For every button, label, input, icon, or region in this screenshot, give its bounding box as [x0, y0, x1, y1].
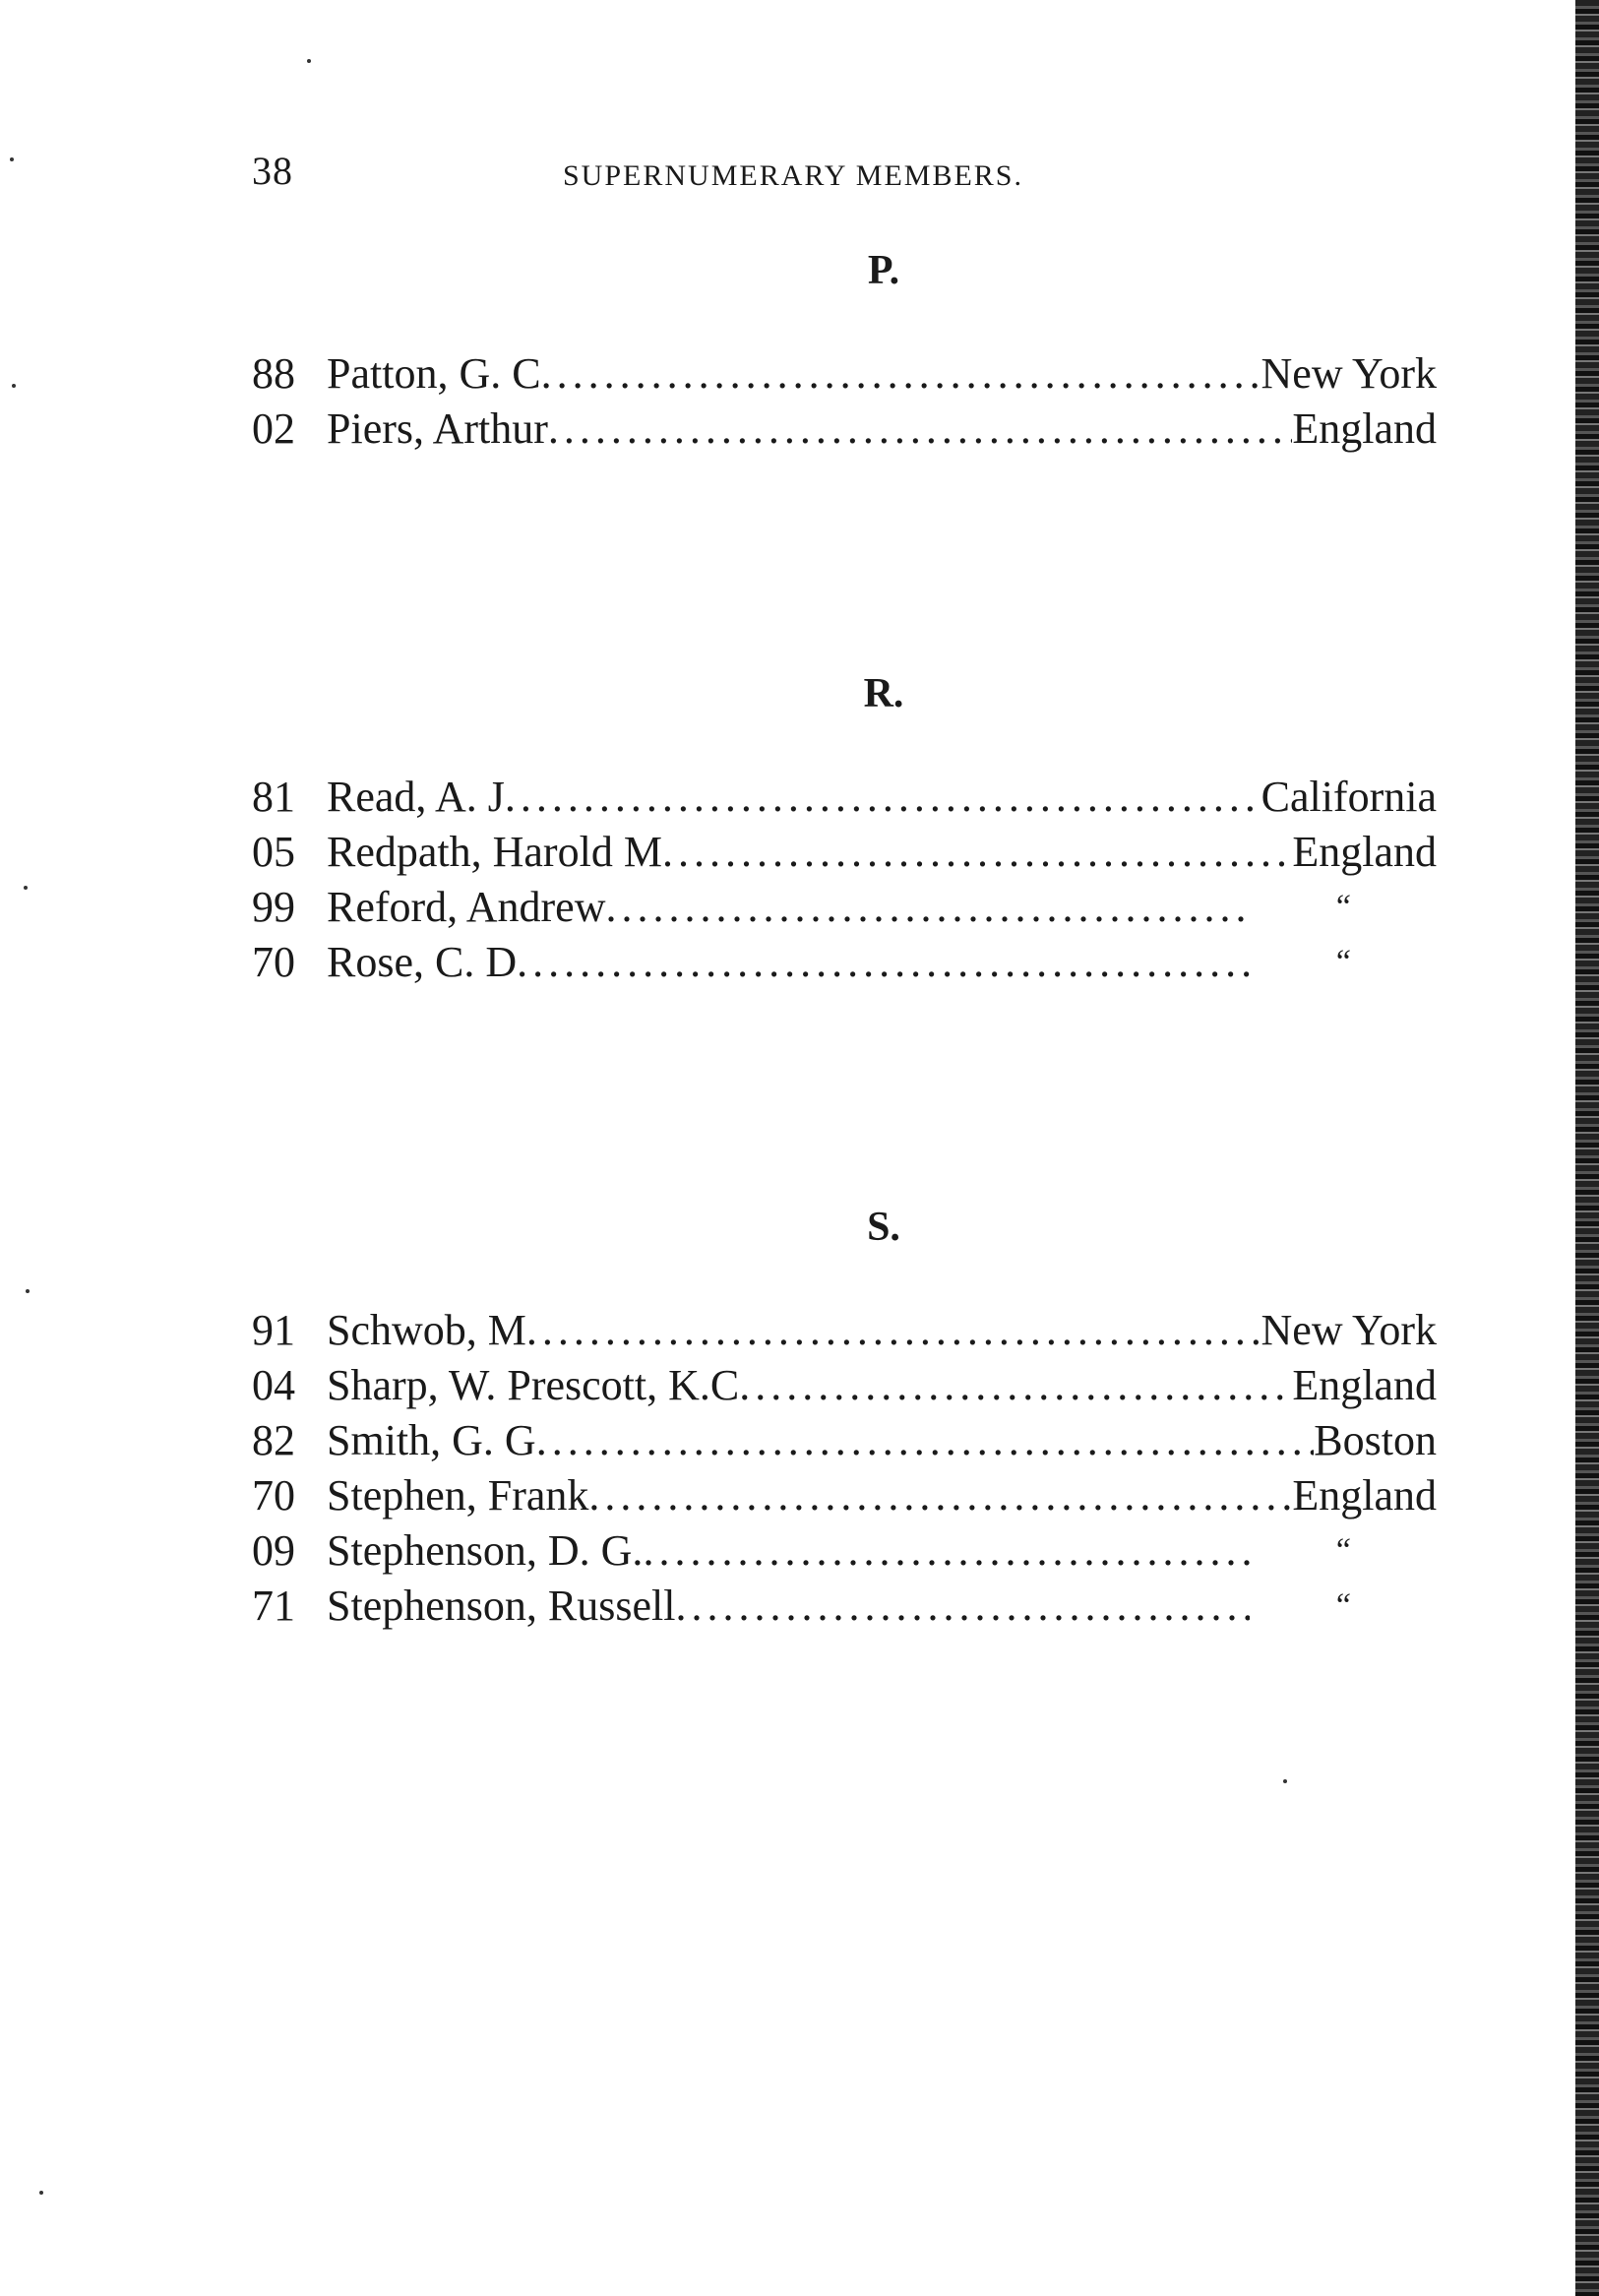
entry-name: Read, A. J: [327, 773, 505, 821]
entry-year: 05: [252, 828, 295, 876]
dot-leader: [662, 825, 1292, 880]
dot-leader: [606, 880, 1251, 935]
entry-place: New York: [1261, 349, 1437, 398]
dot-leader: [536, 1413, 1315, 1468]
dot-leader: [675, 1579, 1250, 1634]
entry-name: Smith, G. G: [327, 1416, 536, 1464]
running-head: SUPERNUMERARY MEMBERS.: [563, 159, 1023, 192]
list-item: [252, 935, 1437, 990]
entry-year: 70: [252, 938, 295, 986]
entry-year: 09: [252, 1526, 295, 1575]
list-item: [252, 346, 1437, 402]
dot-leader: [526, 1303, 1261, 1358]
entry-name: Redpath, Harold M: [327, 828, 662, 876]
list-item: [252, 1523, 1437, 1579]
entry-place: England: [1292, 1471, 1437, 1520]
section-s: [252, 1203, 1437, 1634]
ditto-mark: “: [1332, 944, 1352, 980]
page-binding-edge: [1575, 0, 1599, 2296]
section-heading: P.: [867, 248, 900, 293]
entry-name: Stephenson, Russell: [327, 1582, 676, 1630]
entry-year: 88: [252, 349, 295, 398]
section-p: [252, 246, 1437, 457]
list-item: [252, 1303, 1437, 1358]
dot-leader: [517, 935, 1250, 990]
list-item: [252, 1358, 1437, 1413]
entry-place: England: [1292, 828, 1437, 876]
dot-leader: [548, 402, 1292, 457]
entry-name: Stephenson, D. G.: [327, 1526, 644, 1575]
list-item: [252, 1413, 1437, 1468]
entry-place: Boston: [1314, 1416, 1437, 1464]
entry-name: Patton, G. C: [327, 349, 541, 398]
dot-leader: [588, 1468, 1292, 1523]
entry-place: England: [1292, 1361, 1437, 1409]
entry-name: Stephen, Frank: [327, 1471, 589, 1520]
page-header: [252, 148, 1437, 207]
entry-name: Piers, Arthur: [327, 404, 548, 453]
entry-name: Sharp, W. Prescott, K.C: [327, 1361, 740, 1409]
ditto-mark: “: [1332, 1587, 1352, 1624]
entry-name: Reford, Andrew: [327, 883, 606, 931]
list-item: [252, 825, 1437, 880]
entry-place: California: [1261, 773, 1437, 821]
section-heading: S.: [867, 1205, 900, 1250]
entry-year: 70: [252, 1471, 295, 1520]
dot-leader: [505, 770, 1261, 825]
entry-year: 04: [252, 1361, 295, 1409]
ditto-mark: “: [1332, 889, 1352, 925]
list-item: [252, 1579, 1437, 1634]
entry-place: New York: [1261, 1306, 1437, 1354]
list-item: [252, 770, 1437, 825]
section-heading: R.: [863, 671, 904, 716]
entry-name: Schwob, M: [327, 1306, 526, 1354]
entry-year: 82: [252, 1416, 295, 1464]
dot-leader: [739, 1358, 1292, 1413]
dot-leader: [643, 1523, 1250, 1579]
entry-year: 81: [252, 773, 295, 821]
section-r: [252, 669, 1437, 990]
list-item: [252, 402, 1437, 457]
entry-place: England: [1292, 404, 1437, 453]
entry-year: 91: [252, 1306, 295, 1354]
page-number: 38: [252, 149, 293, 193]
dot-leader: [541, 346, 1261, 402]
list-item: [252, 1468, 1437, 1523]
entry-year: 02: [252, 404, 295, 453]
list-item: [252, 880, 1437, 935]
ditto-mark: “: [1332, 1532, 1352, 1569]
entry-year: 99: [252, 883, 295, 931]
entry-name: Rose, C. D: [327, 938, 518, 986]
entry-year: 71: [252, 1582, 295, 1630]
